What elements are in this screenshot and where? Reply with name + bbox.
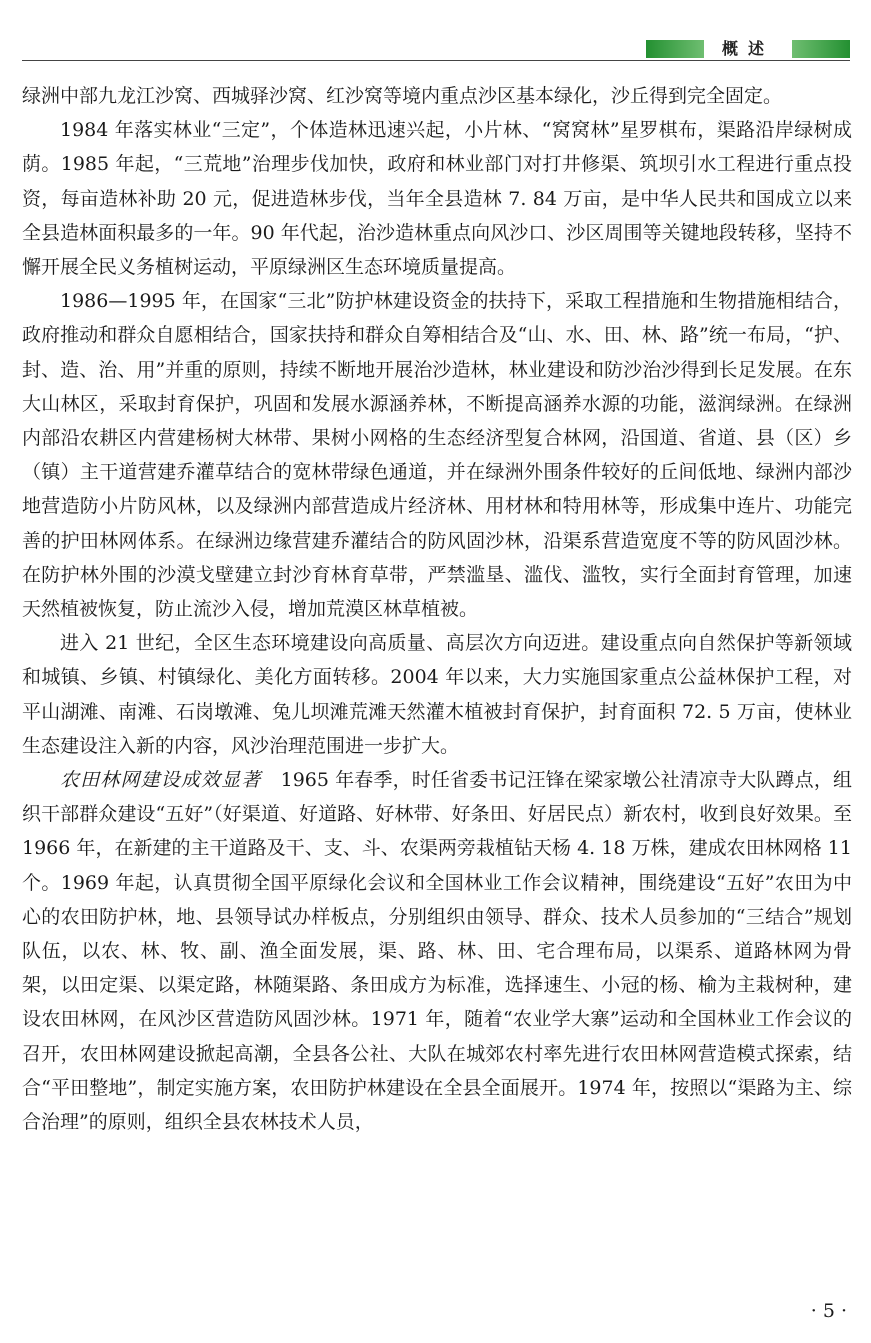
header-decoration-right (792, 40, 850, 58)
section-title: 概述 (704, 39, 792, 59)
paragraph-3 (22, 284, 852, 626)
paragraph-1 (22, 79, 852, 113)
paragraph-5 (22, 763, 852, 1139)
paragraph-lead-term: 农田林网建设成效显著 (60, 769, 262, 792)
paragraph-text: 绿洲中部九龙江沙窝、西城驿沙窝、红沙窝等境内重点沙区基本绿化，沙丘得到完全固定。 (22, 85, 783, 107)
header-rule (22, 60, 850, 61)
running-header (0, 40, 871, 62)
paragraph-text: 1986—1995 年，在国家“三北”防护林建设资金的扶持下，采取工程措施和生物措施相结合，政府推动和群众自愿相结合，国家扶持和群众自筹相结合及“山、水、田、林、路”统一布局，“护、封、造、治、用”并重的原则，持续不断地开展治沙造林，林业建设和防沙治沙得到长足发展。在东大山林区，采取封育保护，巩固和发展水源涵养林，不断提高涵养水源的功能，滋润绿洲。在绿洲内部沿农耕区内营建杨树大林带、果树小网格的生态经济型复合林网，沿国道、省道、县（区）乡（镇）主干道营建乔灌草结合的宽林带绿色通道，并在绿洲外围条件较好的丘间低地、绿洲内部沙地营造防小片防风林，以及绿洲内部营造成片经济林、用材林和特用林等，形成集中连片、功能完善的护田林网体系。在绿洲边缘营建乔灌结合的防风固沙林，沿渠系营造宽度不等的防风固沙林。在防护林外围的沙漠戈壁建立封沙育林育草带，严禁滥垦、滥伐、滥牧，实行全面封育管理，加速天然植被恢复，防止流沙入侵，增加荒漠区林草植被。 (22, 290, 852, 621)
paragraph-2 (22, 113, 852, 284)
paragraph-text: 1984 年落实林业“三定”，个体造林迅速兴起，小片林、“窝窝林”星罗棋布，渠路沿岸绿树成荫。1985 年起，“三荒地”治理步伐加快，政府和林业部门对打井修渠、筑坝引水工程进行重点投资，每亩造林补助 20 元，促进造林步伐，当年全县造林 7. 84 万亩，是中华人民共和国成立以来全县造林面积最多的一年。90 年代起，治沙造林重点向风沙口、沙区周围等关键地段转移，坚持不懈开展全民义务植树运动，平原绿洲区生态环境质量提高。 (22, 119, 852, 279)
body-text (22, 79, 852, 1139)
paragraph-text: 进入 21 世纪，全区生态环境建设向高质量、高层次方向迈进。建设重点向自然保护等新领域和城镇、乡镇、村镇绿化、美化方面转移。2004 年以来，大力实施国家重点公益林保护工程，对平山湖滩、南滩、石岗墩滩、兔儿坝滩荒滩天然灌木植被封育保护，封育面积 72. 5 万亩，使林业生态建设注入新的内容，风沙治理范围进一步扩大。 (22, 632, 852, 757)
paragraph-text: 1965 年春季，时任省委书记汪锋在梁家墩公社清凉寺大队蹲点，组织干部群众建设“五好”（好渠道、好道路、好林带、好条田、好居民点）新农村，收到良好效果。至 1966 年，在新建的主干道路及干、支、斗、农渠两旁栽植钻天杨 4. 18 万株，建成农田林网格 11 个。1969 年起，认真贯彻全国平原绿化会议和全国林业工作会议精神，围绕建设“五好”农田为中心的农田防护林，地、县领导试办样板点，分别组织由领导、群众、技术人员参加的“三结合”规划队伍，以农、林、牧、副、渔全面发展，渠、路、林、田、宅合理布局，以渠系、道路林网为骨架，以田定渠、以渠定路，林随渠路、条田成方为标准，选择速生、小冠的杨、榆为主栽树种，建设农田林网，在风沙区营造防风固沙林。1971 年，随着“农业学大寨”运动和全国林业工作会议的召开，农田林网建设掀起高潮，全县各公社、大队在城郊农村率先进行农田林网营造模式探索，结合“平田整地”，制定实施方案，农田防护林建设在全县全面展开。1974 年，按照以“渠路为主、综合治理”的原则，组织全县农林技术人员， (22, 769, 852, 1134)
paragraph-4 (22, 626, 852, 763)
page-number: · 5 · (810, 1300, 847, 1322)
header-decoration-left (646, 40, 704, 58)
